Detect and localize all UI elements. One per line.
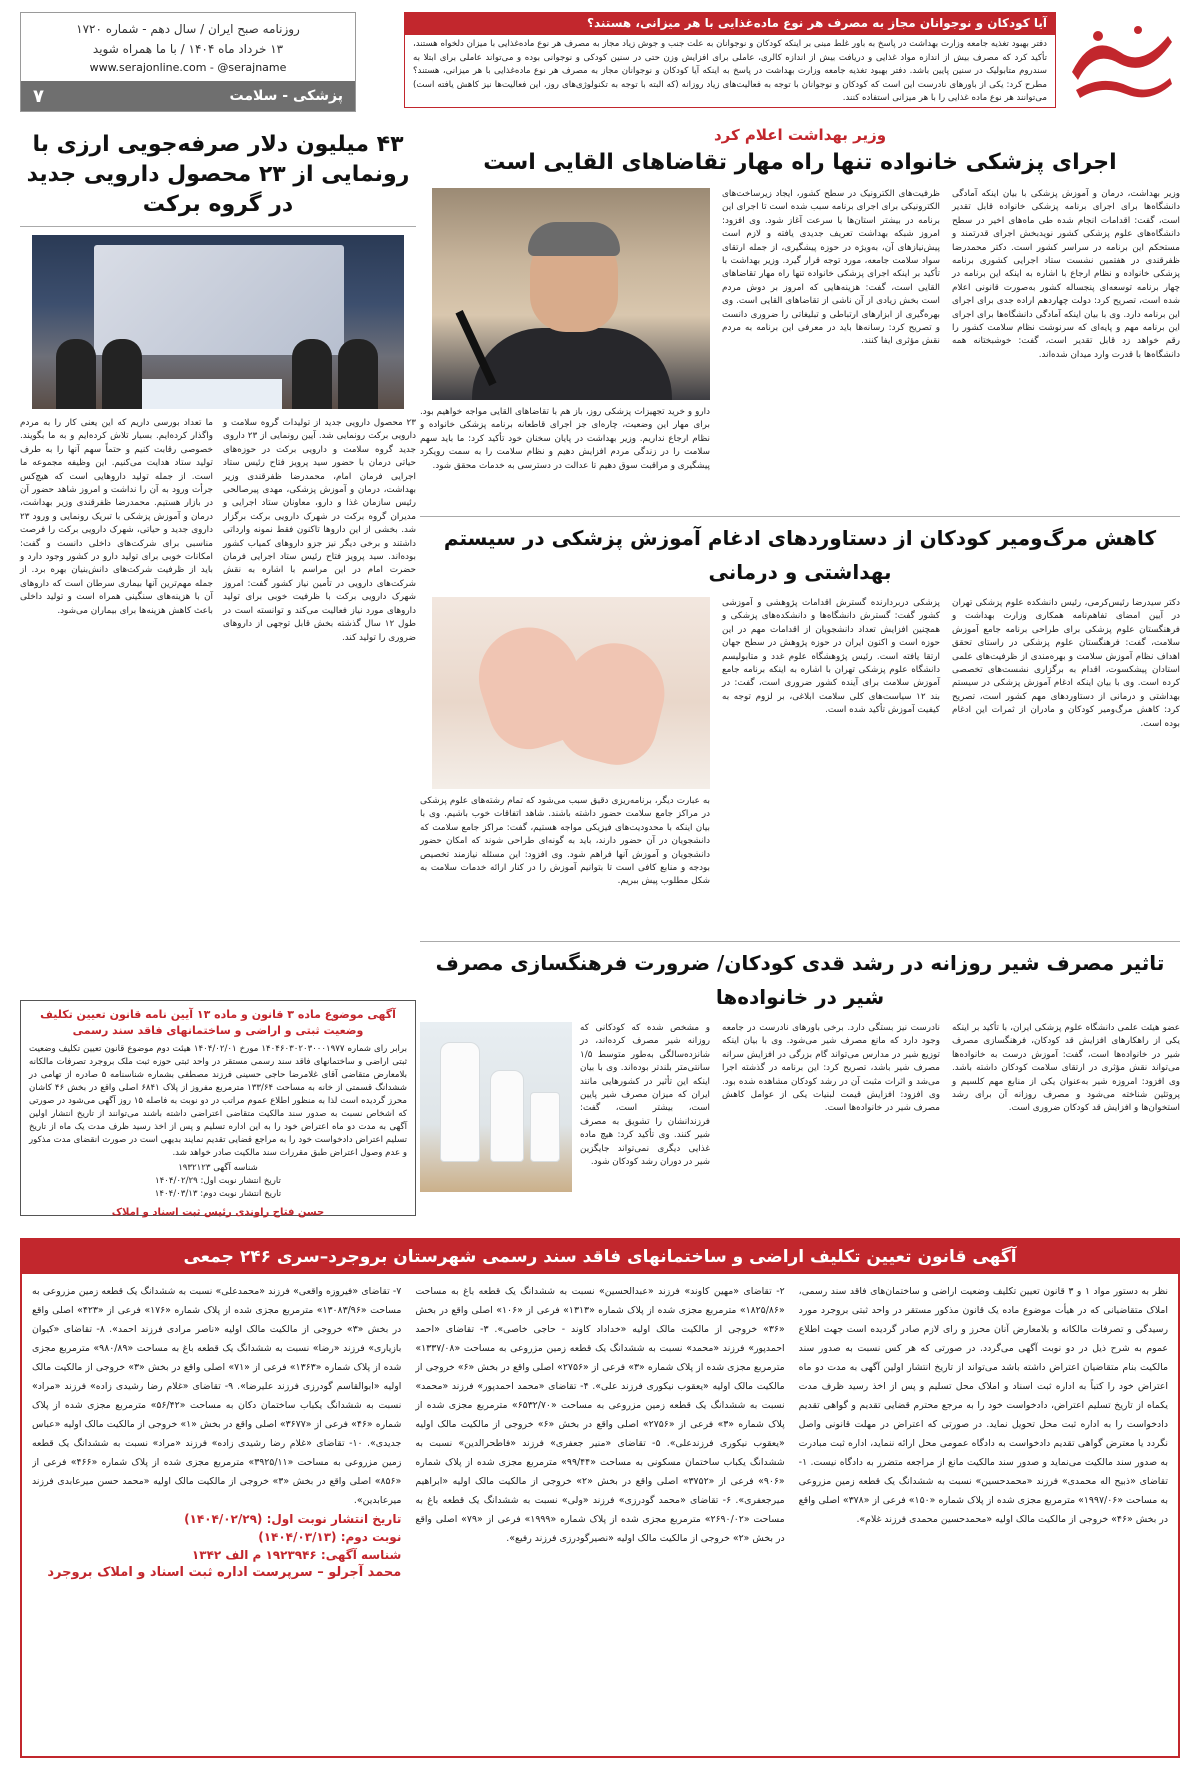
top-teaser-box (404, 12, 1056, 108)
teaser-body: دفتر بهبود تغذیه جامعه وزارت بهداشت در پاسخ به باور غلط مبنی بر اینکه کودکان و نوجوانان به علت جنب و جوش زیاد مجاز به مصرف هر نوع ماده‌غذایی با میزان دلخواه هستند، تأکید کرد که مصرف بیش از اندازه مواد غذایی و دریافت بیش از اندازه کالری، عاملی برای افزایش وزن حتی در سنین کودکی و نوجوانی بوده و می‌تواند عاملی برای ابتلا به سندروم متابولیک در سنین پایین باشد. دفتر بهبود تغذیه جامعه وزارت بهداشت در پاسخ به اینکه آیا کودکان و نوجوانان مجاز به مصرف هر نوع ماده‌غذایی با هر میزانی، هستند؟ مطرح کرد: یکی از باورهای نادرست این است که کودکان و نوجوانان با توجه به فعالیت‌های زیاد روزانه (که البته با توجه به تکنولوژی‌های روز، این فعالیت‌ها نیز کاهش یافته است) می‌توانند هر نوع ماده غذایی را با هر میزانی استفاده کنند. (413, 39, 1047, 103)
legal-title: آگهی قانون تعیین تکلیف اراضی و ساختمانهای فاقد سند رسمی شهرستان بروجرد–سری ۲۴۶ جمعی (22, 1240, 1178, 1274)
legal-date1: تاریخ انتشار نوبت اول: (۱۴۰۴/۰۲/۲۹) (184, 1512, 402, 1526)
left-story-title: ۴۳ میلیون دلار صرفه‌جویی ارزی با رونمایی از ۲۳ محصول دارویی جدید در گروه برکت (20, 124, 416, 227)
legal-col: ۲- تقاضای «مهین کاوند» فرزند «عبدالحسین» نسبت به ششدانگ یک قطعه باغ به مساحت «۱۸۲۵/۸۶» مترمربع مجزی شده از پلاک شماره «۱۳۱۳» فرعی از «۱۰۶» اصلی واقع در بخش «۳۶» خروجی از مالکیت مالک اولیه «خداداد کاوند - حاجی خاصی». ۳- تقاضای «احمد احمدپور» فرزند «محمد» نسبت به ششدانگ یک قطعه زمین مزروعی به مساحت «۱۳۳۷/۰۸» مترمربع مجزی شده از پلاک شماره «۳» فرعی از «۲۷۵۶» اصلی واقع در بخش «۶» خروجی از مالکیت مالک اولیه «یعقوب نیکوری فرزند علی». ۴- تقاضای «محمد احمدپور» فرزند «محمد» نسبت به ششدانگ یک قطعه زمین مزروعی به مساحت «۶۵۳۲/۷۰» مترمربع مجزی شده از پلاک شماره «۳» فرعی از «۲۷۵۶» اصلی واقع در بخش «۶» خروجی از مالکیت مالک اولیه «یعقوب نیکوری فرزندعلی». ۵- تقاضای «منیر جعفری» فرزند «فاطحرالدین» نسبت به ششدانگ یکباب ساختمان مسکونی به مساحت «۹۹/۴۴» مترمربع مجزی شده از پلاک شماره «۹۰۶» فرعی از «۳۷۵۲» اصلی واقع در بخش «۲» خروجی از مالکیت مالک اولیه «ابراهیم میرجعفری». ۶- تقاضای «محمد گودرزی» فرزند «ولی» نسبت به ششدانگ یک قطعه باغ به مساحت «۲۶۹۰/۰۲» مترمربع مجزی شده از پلاک شماره «۱۹۹۹» فرعی از «۷۹» اصلی واقع در بخش «۲» خروجی از مالکیت مالک اولیه «نصیرگودرزی فرزند رفیع». (415, 1286, 785, 1544)
legal-notice (20, 1238, 1180, 1758)
left-story-col: ما تعداد بورسی داریم که این یعنی کار را به مردم واگذار کرده‌ایم. بسیار تلاش کرده‌ایم و به ما بگویند. خصوصی رقابت کنیم و حتماً سهم آنها را به طرف تولید ستاد هدایت می‌کنیم. این وظیفه مجموعه ما است. از جمله تولید داروهایی است که هیچ‌کس جرأت ورود به آن را نداشت و امروز شاهد حضور آن در بازار هستیم. محمدرضا ظفرقندی وزیر بهداشت، درمان و آموزش پزشکی با تبریک رونمایی و ورود ۲۳ داروی جدید و حیاتی، شهرک دارویی برکت را فرصت مناسبی برای شرکت‌های داخلی دانست و گفت: امکانات خوبی برای تولید دارو در کشور وجود دارد و باید از ظرفیت شرکت‌های دانش‌بنیان بهره برد. از جمله مهم‌ترین آنها بیماری سرطان است که داروهای آن با هزینه‌های سنگینی همراه است و تولید داخلی باعث کاهش هزینه‌ها برای بیماران می‌شود. (20, 418, 213, 616)
legal-date2: نوبت دوم: (۱۴۰۴/۰۳/۱۳) (258, 1530, 402, 1544)
issue-line: روزنامه صبح ایران / سال دهم - شماره ۱۷۲۰ (76, 22, 300, 36)
page-number: ۷ (33, 85, 44, 107)
small-legal-ad (20, 1000, 416, 1216)
baby-feet-photo (432, 597, 710, 789)
left-story-body (20, 417, 416, 645)
story2-photo-column (420, 597, 710, 931)
barakat-ceremony-photo (32, 235, 404, 409)
teaser-title: آیا کودکان و نوجوانان مجاز به مصرف هر نوع ماده‌غذایی با هر میزانی، هستند؟ (405, 13, 1055, 35)
story2-col: پزشکی دربردارنده گسترش اقدامات پژوهشی و آموزشی کشور گفت: گسترش دانشگاه‌ها و دانشکده‌های پزشکی و همچنین افزایش تعداد دانشجویان از اقدامات مهم در این حوزه است و اکنون ایران در حوزه پژوهش در سطح جهان ارتقا یافته است. رئیس پژوهشگاه علوم غدد و متابولیسم دانشگاه علوم پزشکی تهران با اشاره به اینکه برنامه جامع آموزش سلامت برای آینده کشور ضروری است، گفت: در بند ۱۲ سیاست‌های کلی سلامت ابلاغی، بر لزوم توجه به کیفیت آموزش تأکید شده است. (722, 598, 940, 716)
masthead-info (20, 12, 356, 112)
seraj-logo-icon (1062, 12, 1180, 108)
milk-glass-icon (490, 1070, 524, 1162)
story-child-mortality (420, 521, 1180, 931)
section-name: پزشکی - سلامت (229, 88, 343, 104)
legal-col (32, 1282, 401, 1744)
story3-col: و مشخص شده که کودکانی که روزانه شیر مصرف کرده‌اند، در شانزده‌سالگی به‌طور متوسط ۱/۵ سانتی‌متر بلندتر بوده‌اند. وی با بیان اینکه این تأثیر در کشورهایی مانند ایران که میزان مصرف شیر پایین است، بیشتر است، گفت: فرزندانشان را تشویق به مصرف شیر کنند. وی تأکید کرد: هیچ ماده غذایی دیگری نمی‌تواند جایگزین شیر در دوران رشد کودکان شود. (580, 1023, 710, 1168)
story2-col: دکتر سیدرضا رئیس‌کرمی، رئیس دانشکده علوم پزشکی تهران در آیین امضای تفاهم‌نامه همکاری وزارت بهداشت و فرهنگستان علوم پزشکی برای طراحی برنامه جامع آموزش سلامت، گفت: فرهنگستان علوم پزشکی در راستای تحقق اهداف نظام آموزش سلامت و بهره‌مندی از ظرفیت‌های علمی استادان پیشکسوت، اقدام به برگزاری نشست‌های تخصصی کرده است. وی با بیان اینکه ادغام آموزش پزشکی در سیستم بهداشتی و درمانی از دستاوردهای مهم کشور است، تصریح کرد: کاهش مرگ‌ومیر کودکان و مادران از ثمرات این ادغام بوده است. (952, 598, 1180, 729)
story2-headline: کاهش مرگ‌ومیر کودکان از دستاوردهای ادغام آموزش پزشکی در سیستم بهداشتی و درمانی (443, 526, 1157, 584)
story3-headline: تاثیر مصرف شیر روزانه در رشد قدی کودکان/ ضرورت فرهنگسازی مصرف شیر در خانواده‌ها (435, 951, 1165, 1009)
small-ad-date1: تاریخ انتشار نوبت اول: ۱۴۰۴/۰۲/۲۹ (155, 1176, 281, 1186)
legal-signature: محمد آجرلو – سرپرست اداره ثبت اسناد و املاک بروجرد (47, 1565, 402, 1580)
left-story-col: ۲۳ محصول دارویی جدید از تولیدات گروه سلامت و دارویی برکت رونمایی شد. آیین رونمایی از ۲۳ داروی جدید گروه سلامت و دارویی برکت در حوزه‌های حیاتی درمان با حضور سید پرویز فتاح رئیس ستاد اجرایی فرمان امام، محمدرضا ظفرقندی وزیر بهداشت، درمان و آموزش پزشکی، مهدی پیرصالحی رئیس سازمان غذا و دارو، معاونان ستاد اجرایی و مدیران گروه برکت در شهرک دارویی برکت برگزار شد. بخشی از این داروها تاکنون فقط نمونه وارداتی داشتند و برخی دیگر نیز جزو داروهای کمیاب کشور بوده‌اند. سید پرویز فتاح رئیس ستاد اجرایی فرمان حضرت امام در این مراسم با اشاره به نقش شرکت‌های دارویی در تأمین نیاز کشور گفت: امروز شهرک دارویی برکت با ظرفیت خوبی برای تولید داروهای مورد نیاز فعالیت می‌کند و توانسته است در طول ۱۲ سال گذشته بخش قابل توجهی از داروهای ضروری را تولید کند. (223, 418, 417, 643)
display-table (132, 379, 282, 409)
story3-col: عضو هیئت علمی دانشگاه علوم پزشکی ایران، با تأکید بر اینکه یکی از راهکارهای افزایش قد کودکان، فرهنگسازی مصرف شیر در خانواده‌ها است، گفت: آموزش درست به خانواده‌ها می‌تواند نقش مؤثری در ارتقای سلامت کودکان داشته باشد. وی افزود: امروزه شیر به‌عنوان یکی از منابع مهم کلسیم و پروتئین شناخته می‌شود و مصرف روزانه آن برای رشد استخوان‌ها و افزایش قد کودکان ضروری است. (952, 1023, 1180, 1114)
milk-bottle-icon (440, 1042, 480, 1162)
story2-col: به عبارت دیگر، برنامه‌ریزی دقیق سبب می‌شود که تمام رشته‌های علوم پزشکی در مراکز جامع سلامت حضور داشته باشند. شاهد اتفاقات خوب باشیم. وی با بیان اینکه با محدودیت‌های فیزیکی مواجه هستیم، گفت: مراکز جامع سلامت که دانشجویان در آن حضور دارند، باید به گونه‌ای طراحی شوند که امکان حضور دانشجویان و آموزش آنها فراهم شود. وی افزود: این مسئله نیازمند تخصیص بودجه و منابع کافی است تا بتوانیم آموزش را در کنار ارائه خدمات سلامت به شکل مطلوب پیش ببریم. (420, 796, 710, 887)
suit-shape (472, 328, 672, 400)
small-ad-body: برابر رای شماره ۱۴۰۴۶۰۳۰۲۰۳۰۰۰۱۹۷۷ مورخ ۱۴۰۴/۰۲/۰۱ هیئت دوم موضوع قانون تعیین تکلیف وضعیت ثبتی اراضی و ساختمانهای فاقد سند رسمی مستقر در واحد ثبتی حوزه ثبت ملک بروجرد تصرفات مالکانه بلامعارض متقاضی آقای غلامرضا حاجی حسینی فرزند مصطفی بشماره شناسنامه ۵ صادره از تهامی در ششدانگ قسمتی از خانه به مساحت ۱۳۳/۶۴ مترمربع مفروز از پلاک ۶۸۴۱ اصلی واقع در بخش ۴۶ کاشان محرز گردیده است لذا به منظور اطلاع عموم مراتب در دو نوبت به فاصله ۱۵ روز آگهی می‌شود در صورتی که اشخاص نسبت به صدور سند مالکیت متقاضی اعتراضی داشته باشند می‌توانند از تاریخ انتشار اولین آگهی به مدت دو ماه اعتراض خود را به این اداره تسلیم و پس از اخذ رسید ظرف مدت یک ماه از تاریخ تسلیم اعتراض دادخواست خود را به مراجع قضایی تقدیم نمایند بدیهی است در صورت انقضای مدت مذکور و عدم وصول اعتراض طبق مقررات سند مالکیت صادر خواهد شد. (29, 1044, 408, 1158)
main-content (420, 124, 1180, 1272)
story2-body (420, 597, 1180, 931)
story3-col: نادرست نیز بستگی دارد. برخی باورهای نادرست در جامعه وجود دارد که مانع مصرف شیر می‌شود. وی با بیان اینکه توزیع شیر در مدارس می‌تواند گام بزرگی در افزایش سرانه مصرف شیر باشد، تصریح کرد: این برنامه در گذشته اجرا می‌شد و اثرات مثبت آن در رشد کودکان مشاهده شده بود. وی افزود: افزایش قیمت لبنیات یکی از عوامل کاهش مصرف شیر در خانواده‌ها است. (722, 1023, 940, 1114)
milk-photo (420, 1022, 572, 1192)
legal-col-text: ۷- تقاضای «فیروزه واقعی» فرزند «محمدعلی» نسبت به ششدانگ یک قطعه زمین مزروعی به مساحت «۱۳۰۸۳/۹۶» مترمربع مجزی شده از پلاک شماره «۱۷۶» فرعی از «۴۲۳» اصلی واقع در بخش «۳» خروجی از مالکیت مالک اولیه «ناصر مرادی فرزند احمد». ۸- تقاضای «کیوان بازیاری» فرزند «رضا» نسبت به ششدانگ یک قطعه باغ به مساحت «۹۸۰/۸۹» مترمربع مجزی شده از پلاک شماره «۱۳۶۳» فرعی از «۷۱» اصلی واقع در بخش «۳» خروجی از مالکیت مالک اولیه «ابوالقاسم گودرزی فرزند علیرضا». ۹- تقاضای «غلام رضا رشیدی زاده» فرزند «مراد» نسبت به ششدانگ یکباب ساختمان دکان به مساحت «۵۶/۴۲» مترمربع مجزی شده از پلاک شماره «۴۶» فرعی از «۳۶۷۷» اصلی واقع در بخش «۱» خروجی از مالکیت مالک اولیه «عباس جدیدی». ۱۰- تقاضای «غلام رضا رشیدی زاده» فرزند «مراد» نسبت به ششدانگ یک قطعه زمین مزروعی به مساحت «۳۹۲۵/۱۱» مترمربع مجزی شده از پلاک شماره «۴۶۶» فرعی از «۸۵۶» اصلی واقع در بخش «۳» خروجی از مالکیت مالک اولیه «محمد حسن میرعابدی فرزند میرعابدین». (32, 1286, 402, 1506)
left-story (20, 124, 416, 645)
person-figure (292, 339, 332, 409)
legal-code: شناسه آگهی: ۱۹۲۳۹۴۶ م الف ۱۳۴۲ (191, 1548, 402, 1562)
story-milk (420, 946, 1180, 1272)
story1-body (420, 188, 1180, 506)
story1-photo-column (420, 188, 710, 506)
story3-photo-column (420, 1022, 710, 1272)
person-figure (56, 339, 96, 409)
small-ad-signature: حسن فتاح راوندی رئیس ثبت اسناد و املاک (111, 1207, 325, 1218)
story1-col: ظرفیت‌های الکترونیک در سطح کشور، ایجاد زیرساخت‌های الکترونیکی برای اجرای برنامه سبب شده است تا اجرای این برنامه در بیشتر استان‌ها با سرعت آغاز شود. وی افزود: امروز شبکه بهداشت تعریف جدیدی یافته و لازم است پیش‌نیازهای آن، به‌ویژه در حوزه پیشگیری، از جمله ارتقای سواد سلامت جامعه، مورد توجه قرار گیرد. وزیر بهداشت با تأکید بر اینکه اجرای پزشکی خانواده تنها راه مهار تقاضاهای القایی است، گفت: هزینه‌هایی که امروز بر دوش مردم است بخش زیادی از آن ناشی از تقاضاهای القایی است. وی بهره‌گیری از ابزارهای ارتباطی و تبلیغاتی را ضروری دانست و تصریح کرد: رسانه‌ها باید در معرفی این برنامه به مردم نقش مؤثری ایفا کنند. (722, 189, 940, 347)
story1-headline: اجرای پزشکی خانواده تنها راه مهار تقاضاهای القایی است (483, 150, 1117, 175)
story1-kicker: وزیر بهداشت اعلام کرد (713, 126, 887, 144)
divider (420, 941, 1180, 942)
person-figure (338, 339, 378, 409)
story-family-physician (420, 124, 1180, 506)
small-ad-code: شناسه آگهی ۱۹۳۲۱۲۳ (178, 1163, 258, 1173)
divider (420, 516, 1180, 517)
hair-shape (528, 222, 620, 256)
story1-col: دارو و خرید تجهیزات پزشکی روز، باز هم با تقاضاهای القایی مواجه خواهیم بود. برای مهار این وضعیت، چاره‌ای جز اجرای قاطعانه برنامه پزشکی خانواده و نظام ارجاع نداریم. وزیر بهداشت در پایان سخنان خود تأکید کرد: ما باید سهم سلامت را در زندگی مردم افزایش دهیم و نظام سلامت را به سمت رویکرد پیشگیری و مراقبت سوق دهیم تا عدالت در دسترسی به خدمات محقق شود. (420, 407, 710, 471)
small-ad-title: آگهی موضوع ماده ۳ قانون و ماده ۱۳ آیین نامه قانون تعیین تکلیف وضعیت ثبتی و اراضی و ساختمانهای فاقد سند رسمی (40, 1008, 396, 1037)
website-line: www.serajonline.com - @serajname (89, 61, 287, 74)
section-bar (21, 81, 355, 111)
small-ad-date2: تاریخ انتشار نوبت دوم: ۱۴۰۴/۰۳/۱۳ (154, 1189, 282, 1199)
minister-photo (432, 188, 710, 400)
milk-jar-icon (530, 1092, 560, 1162)
story1-col: وزیر بهداشت، درمان و آموزش پزشکی با بیان اینکه آمادگی دانشگاه‌ها برای اجرای برنامه پزشکی خانواده قابل تقدیر است، گفت: اقدامات انجام شده طی ماه‌های اخیر در سطح دانشگاه‌های علوم پزشکی کشور نویدبخش اجرای قدرتمند و مستحکم این برنامه در سراسر کشور است. دکتر محمدرضا ظفرقندی در هفتمین نشست ستاد اجرایی کشوری برنامه پزشکی خانواده و نظام ارجاع با اشاره به اینکه این برنامه در چهار برنامه توسعه‌ای پنجساله کشور به‌صورت قانونی اعلام شده است، تصریح کرد: دولت چهاردهم اراده جدی برای اجرای این برنامه دارد. وی با بیان اینکه آمادگی دانشگاه‌ها برای اجرای این برنامه مهم و پایه‌ای که سرنوشت نظام سلامت کشور را رقم خواهد زد قابل تقدیر است، گفت: خوشبختانه همه دانشگاه‌ها با قدرت وارد میدان شده‌اند. (952, 189, 1180, 360)
legal-col: نظر به دستور مواد ۱ و ۳ قانون تعیین تکلیف وضعیت اراضی و ساختمان‌های فاقد سند رسمی، املاک متقاضیانی که در هیأت موضوع ماده یک قانون مذکور مستقر در واحد ثبتی بروجرد مورد رسیدگی و تصرفات مالکانه و بلامعارض آنان محرز و رای لازم صادر گردیده است جهت اطلاع عموم به شرح ذیل در دو نوبت آگهی می‌گردد. در صورتی که هر کس نسبت به صدور سند مالکیت بنام متقاضیان اعتراض داشته باشد می‌تواند از تاریخ انتشار اولین آگهی به مدت دو ماه اعتراض خود را کتباً به اداره ثبت اسناد و املاک محل تسلیم و پس از اخذ رسید ظرف مدت یکماه از تاریخ تسلیم اعتراض، دادخواست خود را به مرجع محترم قضایی تقدیم و گواهی تقدیم دادخواست را به اداره ثبت محل تحویل نماید. در صورتی که اعتراض در مهلت قانونی واصل نگردد یا معترض گواهی تقدیم دادخواست به دادگاه عمومی محل ارائه ننماید، اداره ثبت مبادرت به صدور سند مالکیت می‌نماید و صدور سند مالکیت مانع از مراجعه متضرر به دادگاه نیست. ۱- تقاضای «ذبیح اله محمدی» فرزند «محمدحسین» نسبت به ششدانگ یک قطعه زمین مزروعی به مساحت «۱۹۹۷/۰۶» مترمربع مجزی شده از پلاک شماره «۱۵۰» فرعی از «۳۷۸» اصلی واقع در بخش «۴۶» خروجی از مالکیت مالک اولیه «محمدحسین محمدی فرزند غلام». (798, 1286, 1168, 1525)
newspaper-logo (1062, 12, 1180, 108)
legal-columns (22, 1274, 1178, 1752)
date-line: ۱۳ خرداد ماه ۱۴۰۴ / با ما همراه شوید (92, 42, 284, 56)
person-figure (102, 339, 142, 409)
story3-body (420, 1022, 1180, 1272)
